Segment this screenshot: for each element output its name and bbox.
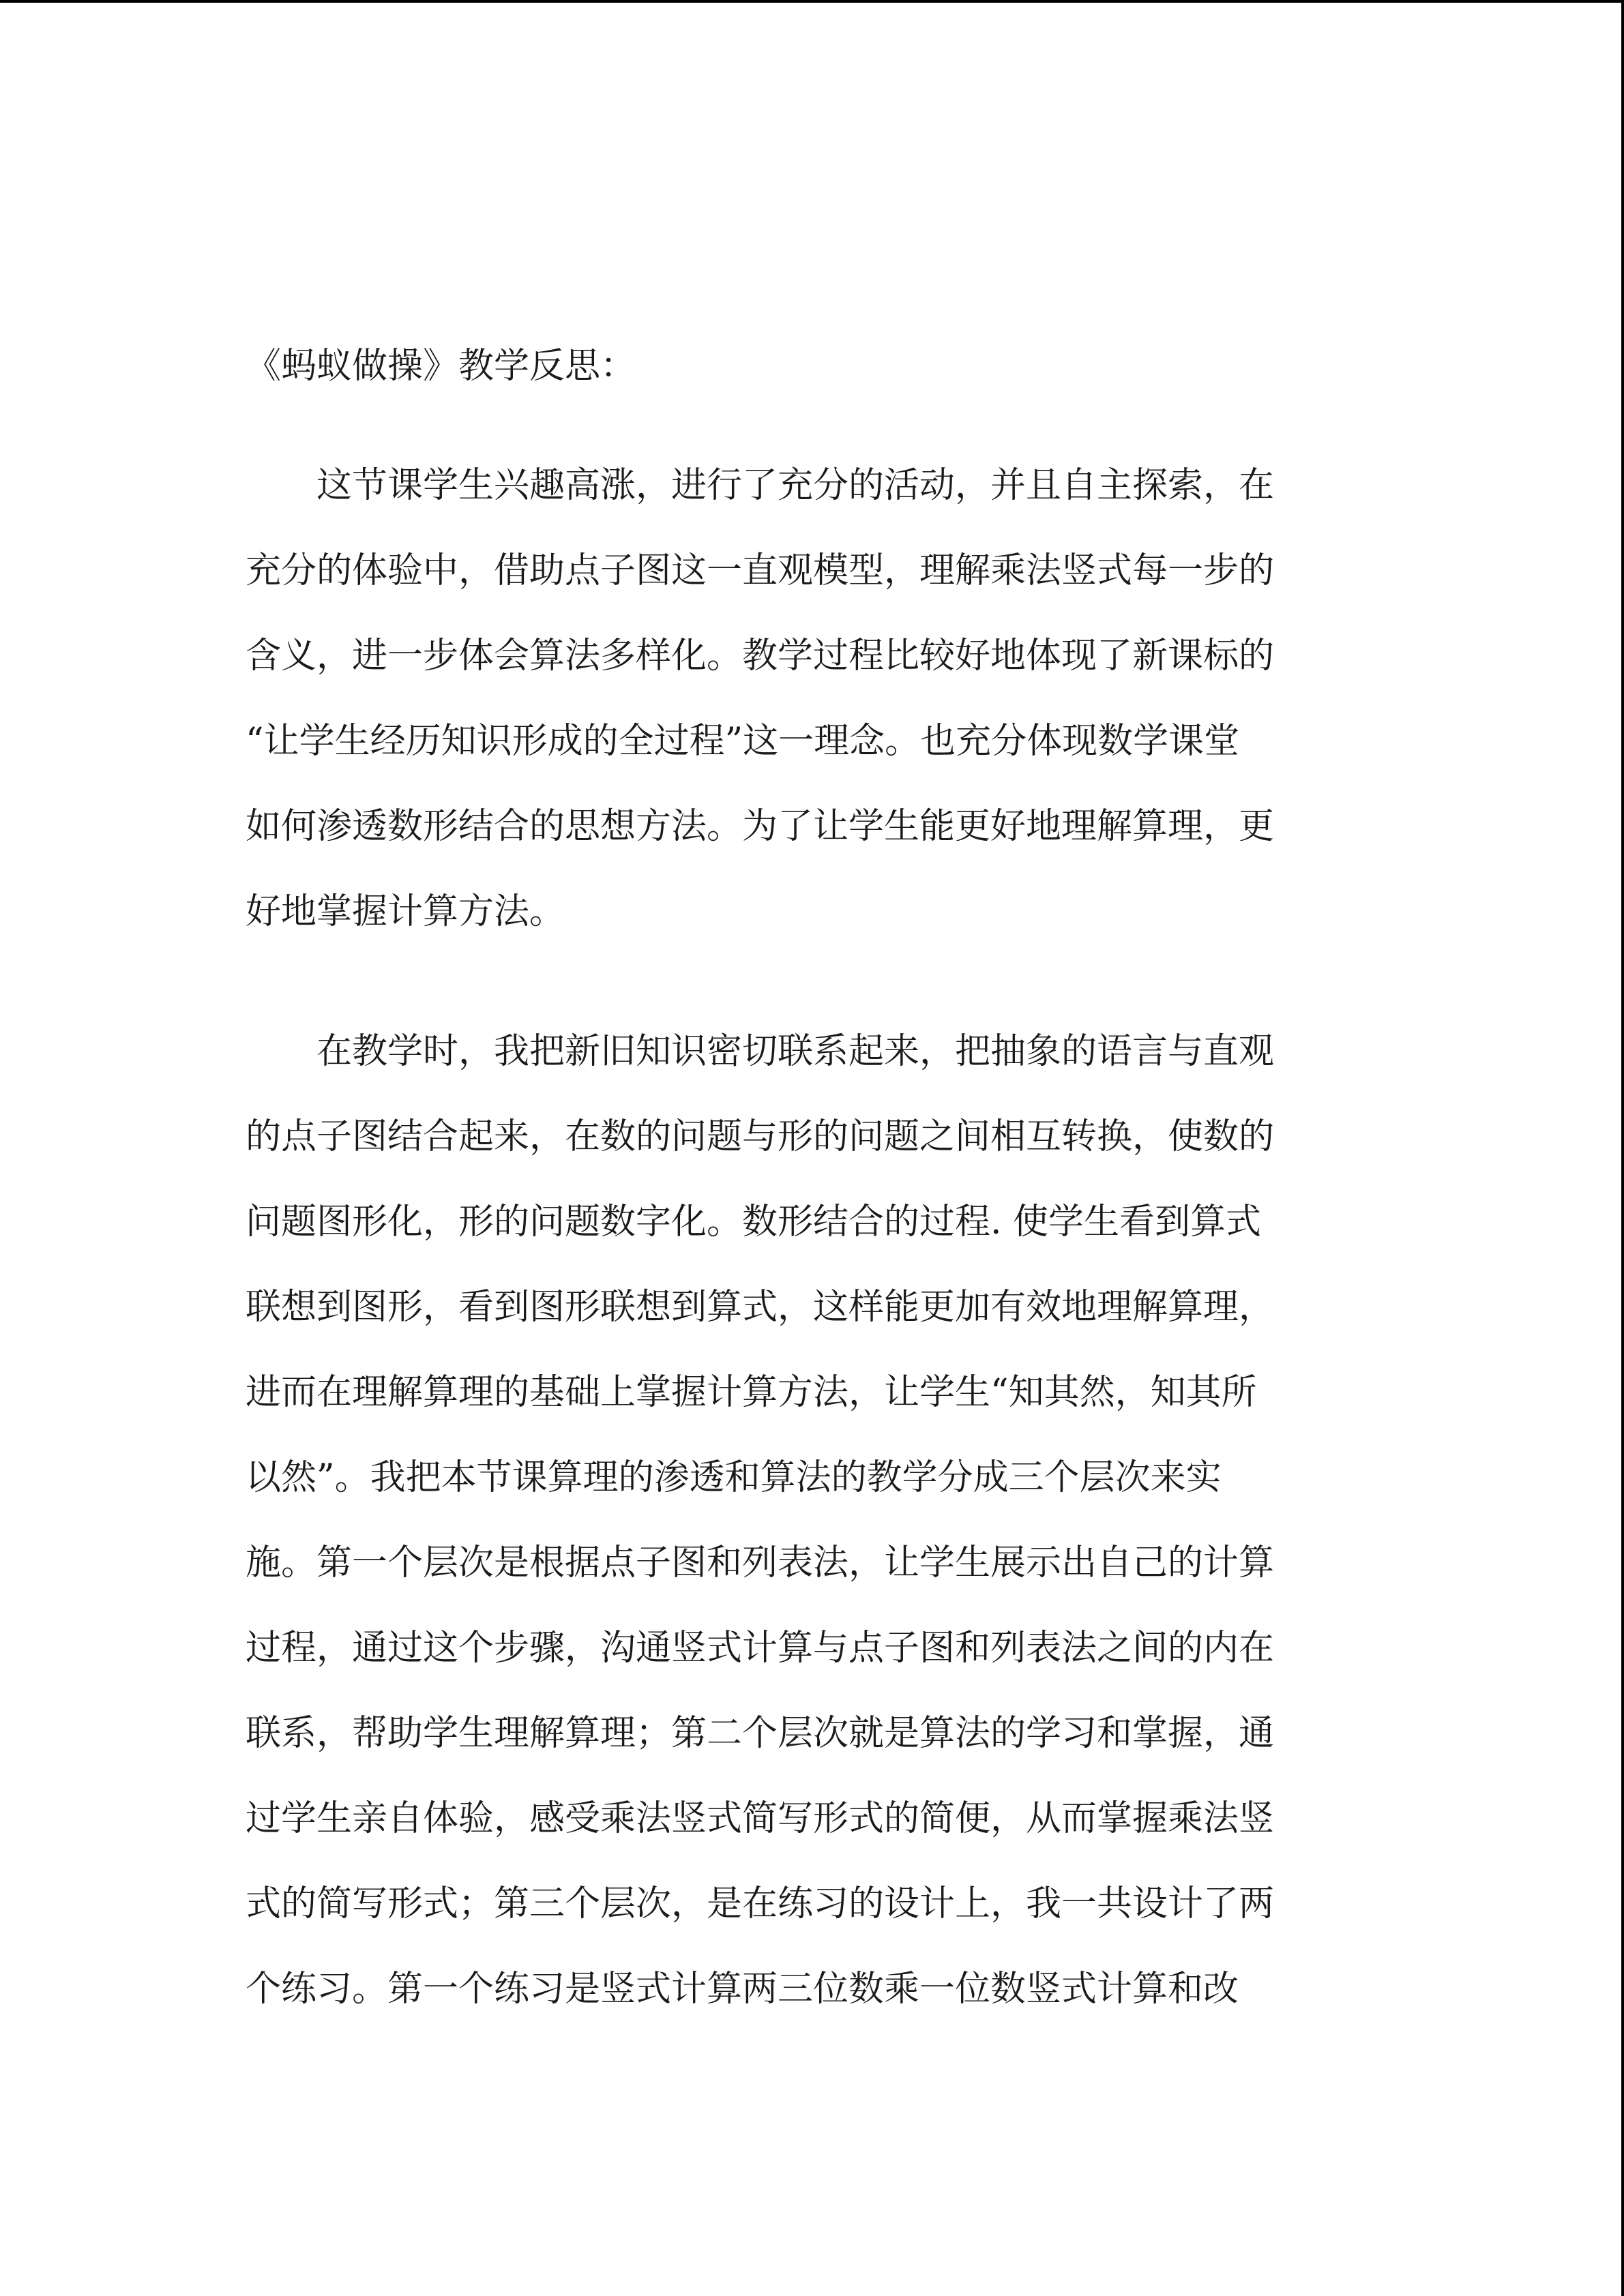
paragraph-line: “让学生经历知识形成的全过程”这一理念。也充分体现数学课堂 (246, 721, 1240, 762)
paragraph-line: 式的简写形式；第三个层次，是在练习的设计上，我一共设计了两 (246, 1883, 1275, 1924)
document-title: 《蚂蚁做操》教学反思： (246, 346, 636, 387)
paragraph-line: 联系，帮助学生理解算理；第二个层次就是算法的学习和掌握，通 (246, 1713, 1275, 1754)
paragraph-line: 充分的体验中，借助点子图这一直观模型，理解乘法竖式每一步的 (246, 550, 1275, 591)
paragraph-line: 问题图形化，形的问题数字化。数形结合的过程. 使学生看到算式 (246, 1202, 1262, 1242)
paragraph-line: 如何渗透数形结合的思想方法。为了让学生能更好地理解算理，更 (246, 806, 1275, 847)
paragraph-2 (246, 1009, 1371, 2032)
paragraph-line: 好地掌握计算方法。 (246, 891, 565, 932)
paragraph-1 (246, 443, 1371, 955)
paragraph-line: 以然”。我把本节课算理的渗透和算法的教学分成三个层次来实 (246, 1457, 1222, 1498)
paragraph-line: 的点子图结合起来，在数的问题与形的问题之间相互转换，使数的 (246, 1116, 1275, 1157)
paragraph-line: 进而在理解算理的基础上掌握计算方法，让学生“知其然，知其所 (246, 1372, 1257, 1413)
paragraph-line: 过程，通过这个步骤，沟通竖式计算与点子图和列表法之间的内在 (246, 1628, 1275, 1669)
paragraph-line: 在教学时，我把新旧知识密切联系起来，把抽象的语言与直观 (246, 1031, 1275, 1072)
paragraph-line: 含义，进一步体会算法多样化。教学过程比较好地体现了新课标的 (246, 636, 1275, 676)
paragraph-line: 施。第一个层次是根据点子图和列表法，让学生展示出自己的计算 (246, 1542, 1275, 1583)
page-border-top (0, 0, 1624, 3)
paragraph-line: 个练习。第一个练习是竖式计算两三位数乘一位数竖式计算和改 (246, 1969, 1239, 2010)
paragraph-line: 过学生亲自体验，感受乘法竖式简写形式的简便，从而掌握乘法竖 (246, 1798, 1275, 1839)
paragraph-line: 这节课学生兴趣高涨，进行了充分的活动，并且自主探索，在 (246, 465, 1275, 506)
page-border-right (1621, 0, 1624, 2296)
paragraph-line: 联想到图形，看到图形联想到算式，这样能更加有效地理解算理， (246, 1287, 1275, 1328)
